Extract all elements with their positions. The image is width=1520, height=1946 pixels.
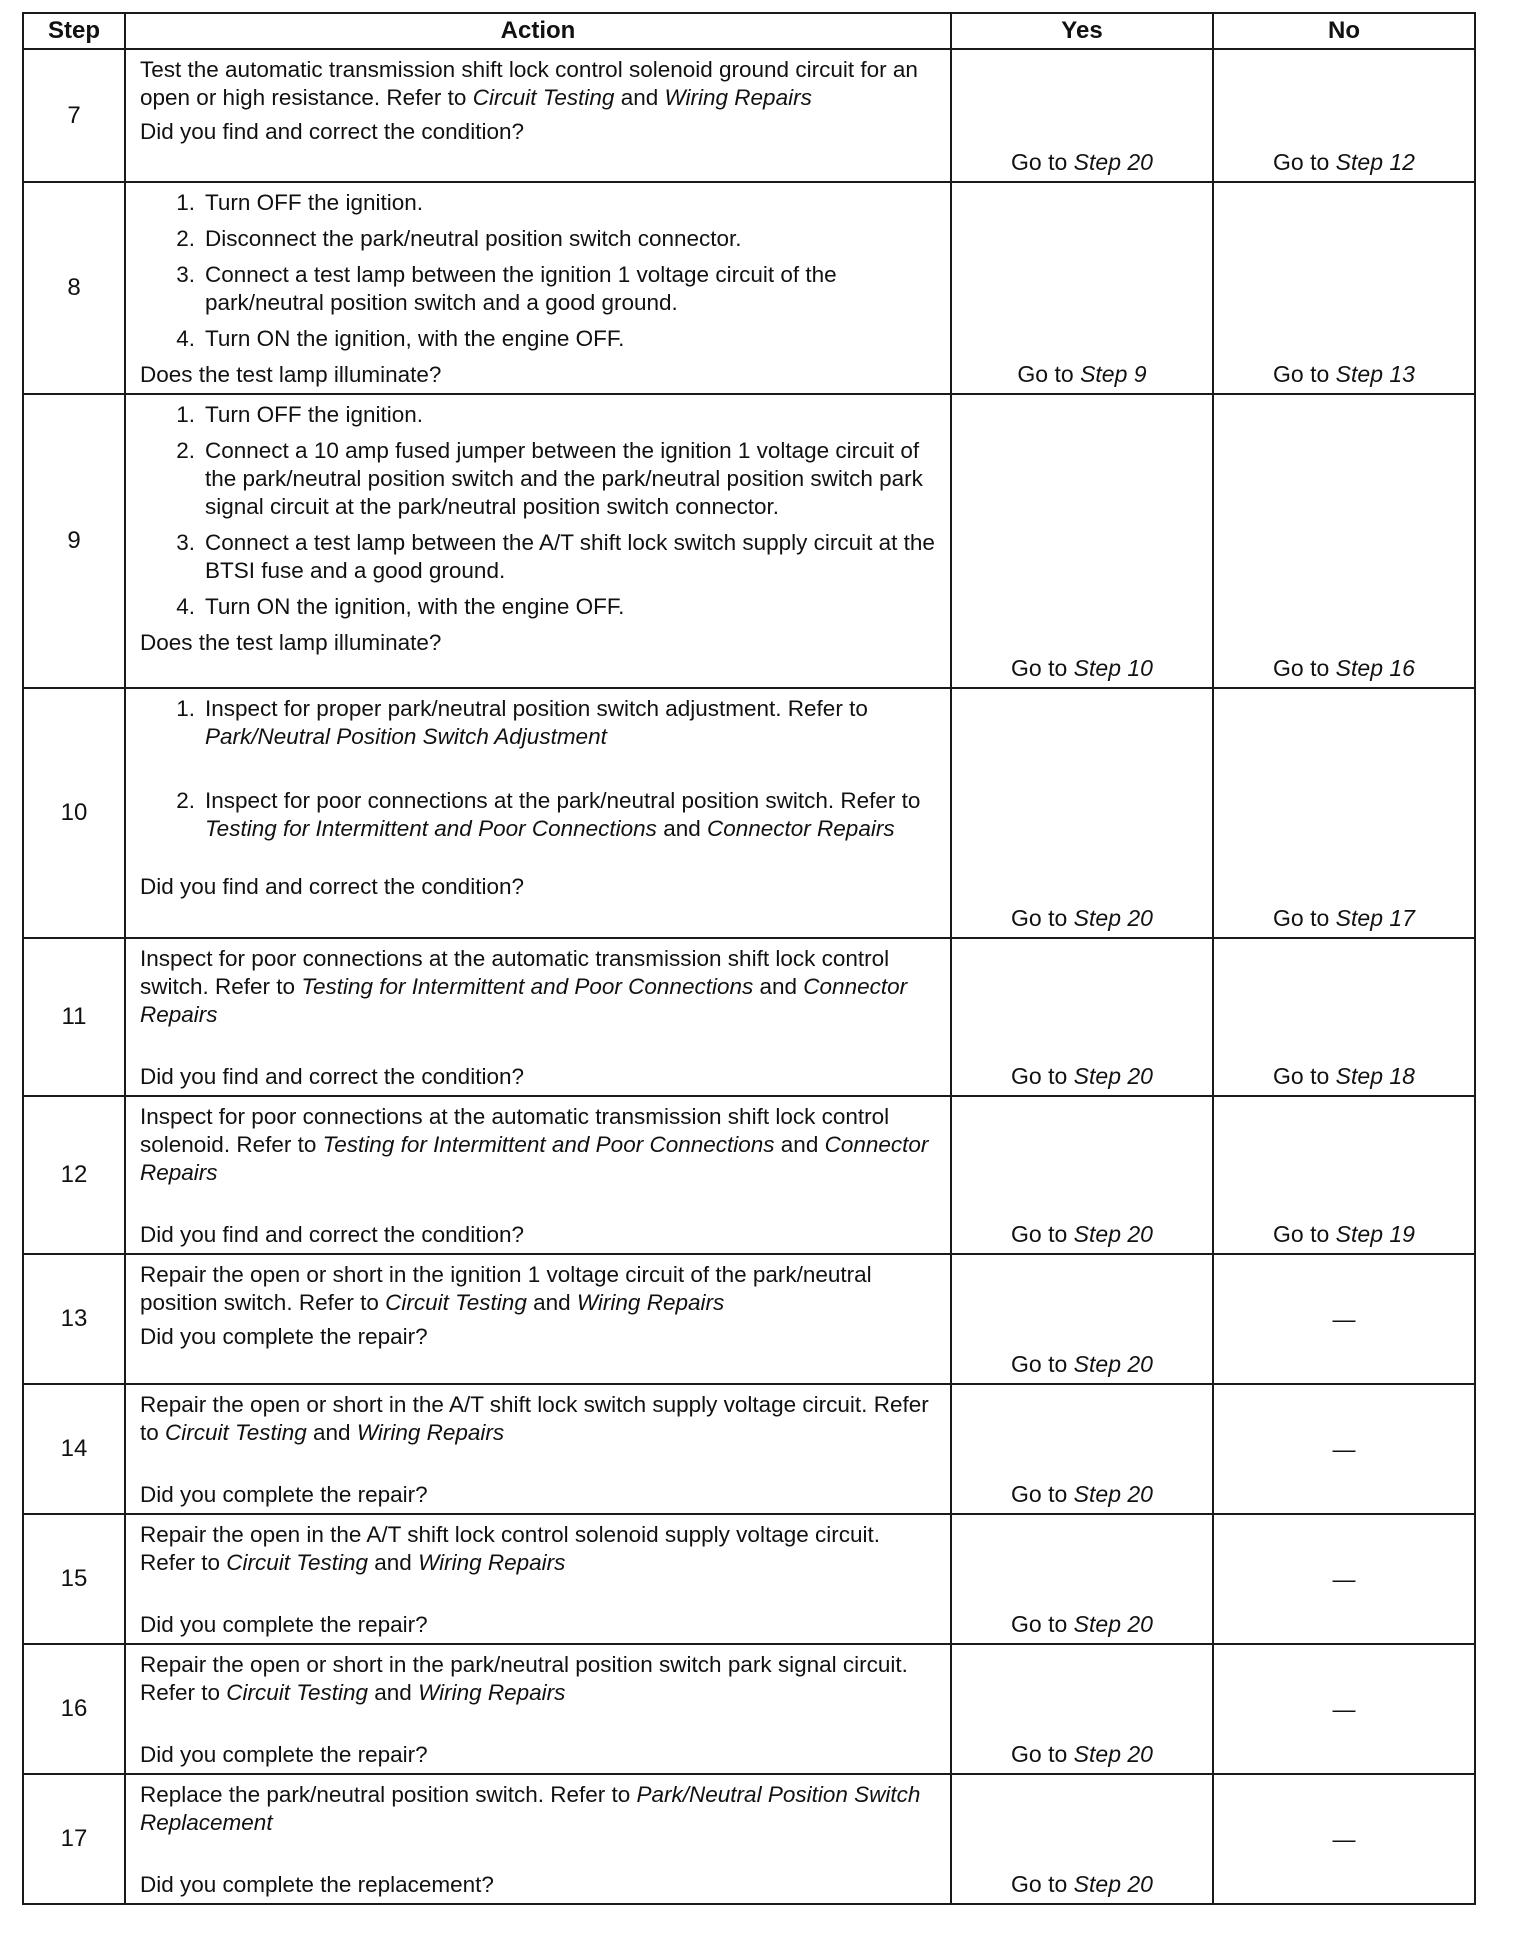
yes-result: Go to Step 10	[951, 394, 1213, 688]
action-question: Does the test lamp illuminate?	[140, 362, 442, 387]
action-steps	[140, 401, 940, 621]
header-no: No	[1213, 13, 1475, 49]
action-cell	[125, 1096, 951, 1254]
action-text: Replace the park/neutral position switch. Refer to Park/Neutral Position Switch Replacement	[140, 1782, 921, 1835]
yes-result: Go to Step 20	[951, 1774, 1213, 1904]
yes-result: Go to Step 20	[951, 1514, 1213, 1644]
action-text: Inspect for poor connections at the automatic transmission shift lock control solenoid. Refer to Testing for Intermittent and Poor Connections and Connector Repairs	[140, 1104, 929, 1185]
step-number: 15	[23, 1514, 125, 1644]
no-result: —	[1213, 1774, 1475, 1904]
table-row	[23, 688, 1475, 938]
table-row	[23, 1774, 1475, 1904]
no-result: —	[1213, 1644, 1475, 1774]
action-cell	[125, 1384, 951, 1514]
action-step: 1. Turn OFF the ignition.	[176, 190, 424, 215]
action-question: Did you complete the repair?	[140, 1482, 428, 1507]
header-action: Action	[125, 13, 951, 49]
action-step: 2. Disconnect the park/neutral position switch connector.	[176, 226, 742, 251]
action-text: Inspect for poor connections at the automatic transmission shift lock control switch. Refer to Testing for Intermittent and Poor Connections and Connector Repairs	[140, 946, 908, 1027]
action-step: 2. Connect a 10 amp fused jumper between the ignition 1 voltage circuit of the park/neutral position switch and the park/neutral position switch park signal circuit at the park/neutral position switch connector.	[176, 438, 923, 519]
step-number: 9	[23, 394, 125, 688]
action-cell	[125, 182, 951, 394]
step-number: 16	[23, 1644, 125, 1774]
table-row	[23, 49, 1475, 182]
yes-result: Go to Step 20	[951, 1384, 1213, 1514]
action-steps	[140, 695, 940, 843]
action-cell	[125, 49, 951, 182]
diagnostic-table	[22, 12, 1476, 1905]
step-number: 13	[23, 1254, 125, 1384]
action-step: 4. Turn ON the ignition, with the engine OFF.	[176, 594, 625, 619]
action-step: 2. Inspect for poor connections at the park/neutral position switch. Refer to Testing for Intermittent and Poor Connections and Connector Repairs	[176, 788, 921, 841]
action-step: 4. Turn ON the ignition, with the engine OFF.	[176, 326, 625, 351]
no-result: —	[1213, 1514, 1475, 1644]
step-number: 17	[23, 1774, 125, 1904]
table-row	[23, 1254, 1475, 1384]
table-row	[23, 1384, 1475, 1514]
step-number: 12	[23, 1096, 125, 1254]
no-result: Go to Step 16	[1213, 394, 1475, 688]
action-cell	[125, 938, 951, 1096]
no-result: Go to Step 18	[1213, 938, 1475, 1096]
yes-result: Go to Step 20	[951, 688, 1213, 938]
action-cell	[125, 688, 951, 938]
action-question: Did you complete the repair?	[140, 1324, 428, 1349]
yes-result: Go to Step 20	[951, 938, 1213, 1096]
action-question: Did you find and correct the condition?	[140, 1064, 524, 1089]
action-text: Repair the open or short in the A/T shift lock switch supply voltage circuit. Refer to Circuit Testing and Wiring Repairs	[140, 1392, 929, 1445]
table-row	[23, 1644, 1475, 1774]
action-steps	[140, 189, 940, 353]
yes-result: Go to Step 20	[951, 1096, 1213, 1254]
action-question: Did you complete the repair?	[140, 1742, 428, 1767]
no-result: Go to Step 19	[1213, 1096, 1475, 1254]
action-text: Repair the open in the A/T shift lock control solenoid supply voltage circuit. Refer to Circuit Testing and Wiring Repairs	[140, 1522, 880, 1575]
no-result: Go to Step 13	[1213, 182, 1475, 394]
yes-result: Go to Step 20	[951, 49, 1213, 182]
action-question: Did you complete the repair?	[140, 1612, 428, 1637]
no-result: —	[1213, 1254, 1475, 1384]
yes-result: Go to Step 20	[951, 1644, 1213, 1774]
action-step: 3. Connect a test lamp between the A/T shift lock switch supply circuit at the BTSI fuse and a good ground.	[176, 530, 935, 583]
no-result: —	[1213, 1384, 1475, 1514]
action-question: Does the test lamp illuminate?	[140, 630, 442, 655]
step-number: 14	[23, 1384, 125, 1514]
table-row	[23, 938, 1475, 1096]
action-text: Test the automatic transmission shift lock control solenoid ground circuit for an open or high resistance. Refer to Circuit Testing and Wiring Repairs	[140, 57, 918, 110]
action-cell	[125, 394, 951, 688]
table-row	[23, 1096, 1475, 1254]
action-cell	[125, 1774, 951, 1904]
action-step: 3. Connect a test lamp between the ignition 1 voltage circuit of the park/neutral position switch and a good ground.	[176, 262, 837, 315]
action-step: 1. Turn OFF the ignition.	[176, 402, 424, 427]
step-number: 8	[23, 182, 125, 394]
header-row	[23, 13, 1475, 49]
action-question: Did you find and correct the condition?	[140, 119, 524, 144]
step-number: 7	[23, 49, 125, 182]
table-row	[23, 182, 1475, 394]
step-number: 10	[23, 688, 125, 938]
action-text: Repair the open or short in the park/neutral position switch park signal circuit. Refer to Circuit Testing and Wiring Repairs	[140, 1652, 908, 1705]
action-question: Did you find and correct the condition?	[140, 1222, 524, 1247]
action-cell	[125, 1644, 951, 1774]
action-cell	[125, 1254, 951, 1384]
action-cell	[125, 1514, 951, 1644]
header-yes: Yes	[951, 13, 1213, 49]
action-text: Repair the open or short in the ignition 1 voltage circuit of the park/neutral position switch. Refer to Circuit Testing and Wiring Repairs	[140, 1262, 872, 1315]
action-step: 1. Inspect for proper park/neutral position switch adjustment. Refer to Park/Neutral Position Switch Adjustment	[176, 696, 868, 749]
table-row	[23, 1514, 1475, 1644]
action-question: Did you find and correct the condition?	[140, 874, 524, 899]
yes-result: Go to Step 9	[951, 182, 1213, 394]
no-result: Go to Step 17	[1213, 688, 1475, 938]
table-row	[23, 394, 1475, 688]
action-question: Did you complete the replacement?	[140, 1872, 494, 1897]
no-result: Go to Step 12	[1213, 49, 1475, 182]
header-step: Step	[23, 13, 125, 49]
yes-result: Go to Step 20	[951, 1254, 1213, 1384]
step-number: 11	[23, 938, 125, 1096]
